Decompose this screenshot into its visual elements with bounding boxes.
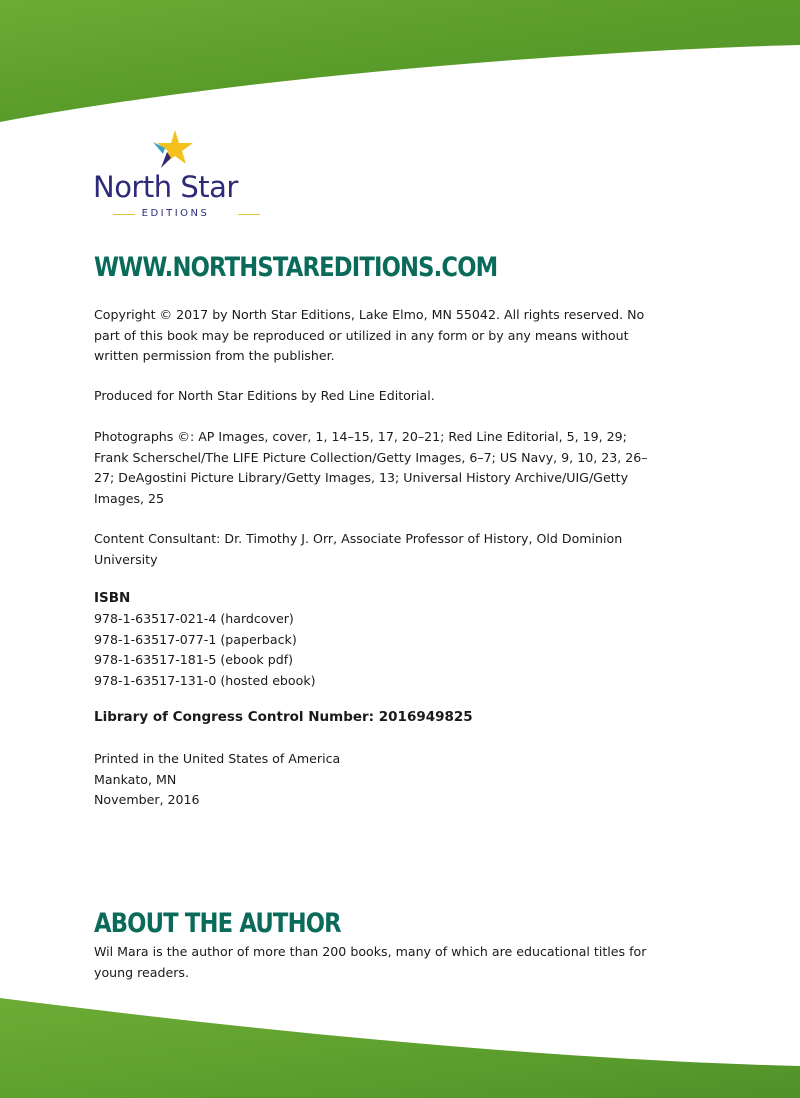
bottom-green-band	[0, 990, 800, 1098]
about-author-heading: ABOUT THE AUTHOR	[94, 908, 341, 939]
logo-rule-right	[238, 214, 260, 215]
printed-info	[94, 749, 654, 811]
isbn-list	[94, 609, 654, 691]
isbn-item: 978-1-63517-077-1 (paperback)	[94, 631, 297, 647]
isbn-item: 978-1-63517-131-0 (hosted ebook)	[94, 672, 316, 688]
isbn-item: 978-1-63517-181-5 (ebook pdf)	[94, 652, 294, 667]
printed-line: Mankato, MN	[94, 771, 177, 787]
north-star-editions-logo	[93, 128, 263, 223]
content-consultant-text: Content Consultant: Dr. Timothy J. Orr, Associate Professor of History, Old Dominion University	[94, 531, 623, 567]
logo-subtitle: EDITIONS	[141, 208, 210, 219]
top-green-band	[0, 0, 800, 130]
printed-line: November, 2016	[94, 792, 200, 807]
loc-control-number: Library of Congress Control Number: 2016949825	[94, 709, 473, 725]
copyright-text: Copyright © 2017 by North Star Editions, Lake Elmo, MN 55042. All rights reserved. No part of this book may be reproduced or utilized in any form or by any means without written permission from the publisher.	[94, 307, 645, 363]
printed-line: Printed in the United States of America	[94, 751, 341, 766]
website-heading: WWW.NORTHSTAREDITIONS.COM	[94, 252, 498, 283]
photo-credits-text: Photographs ©: AP Images, cover, 1, 14–15, 17, 20–21; Red Line Editorial, 5, 19, 29; Frank Scherschel/The LIFE Picture Collection/Getty Images, 6–7; US Navy, 9, 10, 23, 26–27; DeAgostini Picture Library/Getty Images, 13; Universal History Archive/UIG/Getty Images, 25	[94, 429, 648, 506]
logo-title: North Star	[93, 170, 238, 204]
produced-by-text: Produced for North Star Editions by Red Line Editorial.	[94, 388, 435, 403]
about-author-text: Wil Mara is the author of more than 200 books, many of which are educational titles for young readers.	[94, 944, 647, 980]
isbn-item: 978-1-63517-021-4 (hardcover)	[94, 611, 294, 626]
star-icon	[153, 130, 193, 168]
isbn-label: ISBN	[94, 590, 131, 606]
